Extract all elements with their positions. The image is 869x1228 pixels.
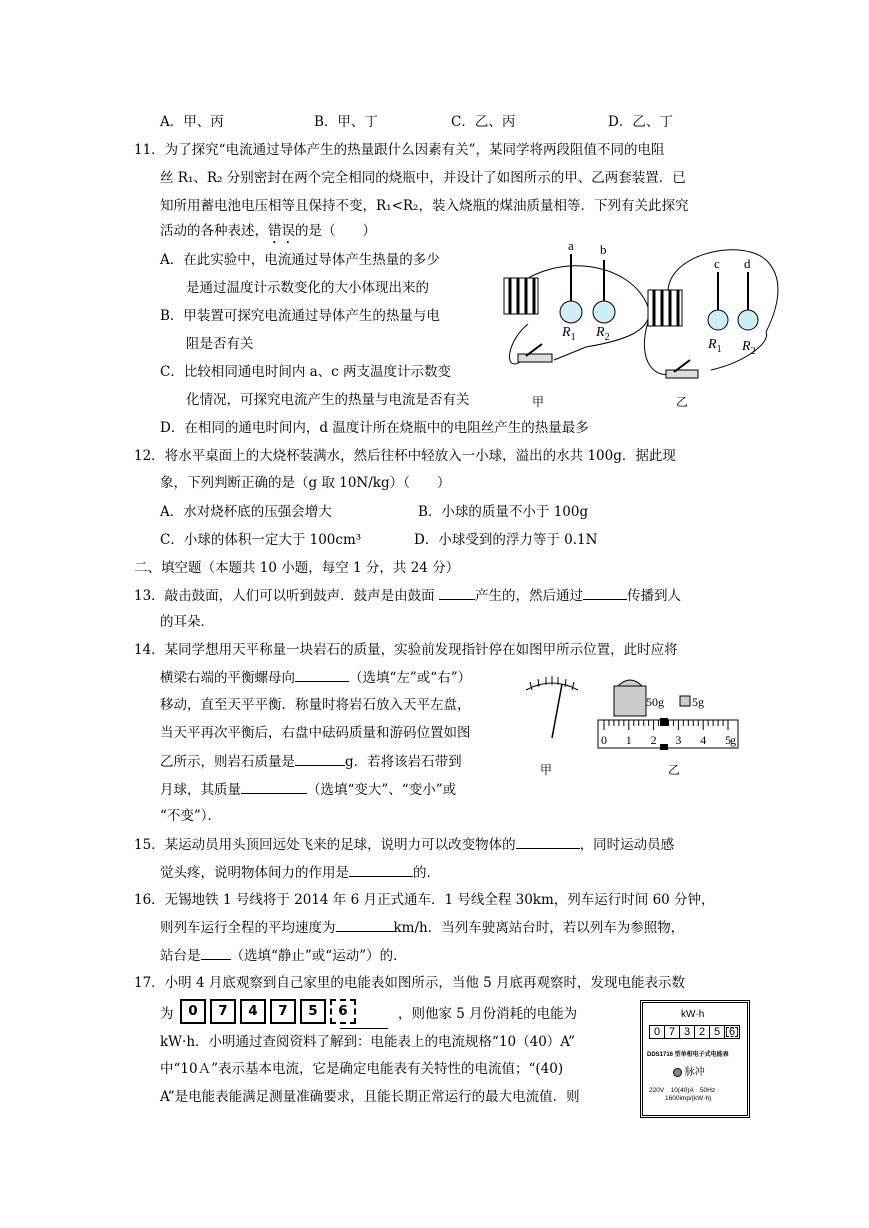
q17-line2-suffix: ，则他家 5 月份消耗的电能为	[398, 1006, 578, 1022]
q12-stem-line1: 12．将水平桌面上的大烧杯装满水，然后往杯中轻放入一小球，溢出的水共 100g．据此现	[134, 448, 676, 464]
q14-blank-2[interactable]	[295, 751, 345, 766]
q15-line1: 15．某运动员用头顶回远处飞来的足球，说明力可以改变物体的 ，同时运动员感	[134, 834, 674, 855]
pulse-indicator-icon	[673, 1068, 682, 1077]
q11-stem-line2: 丝 R₁、R₂ 分别密封在两个完全相同的烧瓶中，并设计了如图所示的甲、乙两套装置．已	[160, 170, 686, 186]
q14-line6: 月球，其质量 （选填“变大”、“变小”或	[160, 779, 456, 800]
electric-meter-figure	[640, 1000, 750, 1118]
pointer-caption: 甲	[540, 763, 553, 777]
jia-switch-icon	[518, 344, 552, 362]
scale-tick-label: 3	[675, 733, 682, 747]
q12-option-a: A．水对烧杯底的压强会增大	[160, 504, 332, 520]
q11-option-a-line2: 是通过温度计示数变化的大小体现出来的	[186, 280, 429, 296]
q10-option-c: C．乙、丙	[451, 114, 516, 130]
q10-option-b: B．甲、丁	[314, 114, 378, 130]
reading-digit: 7	[270, 999, 296, 1024]
q12-stem-line2: 象，下列判断正确的是（g 取 10N/kg）（ ）	[160, 475, 451, 491]
jia-r1-label: $R_1$	[562, 325, 576, 343]
flask-a-icon	[560, 254, 582, 323]
q16-blank-2[interactable]	[201, 945, 231, 960]
q10-option-a: A．甲、丙	[160, 114, 224, 130]
q14-line2: 横梁右端的平衡螺母向 （选填“左”或“右”）	[160, 667, 471, 688]
q11-stem-line1: 11．为了探究“电流通过导体产生的热量跟什么因素有关”，某同学将两段阻值不同的电阻	[134, 142, 665, 158]
q16-line2: 则列车运行全程的平均速度为 km/h．当列车驶离站台时，若以列车为参照物，	[160, 917, 684, 938]
q14-line5: 乙所示，则岩石质量是 g．若将该岩石带到	[160, 751, 462, 772]
yi-caption: 乙	[676, 395, 689, 409]
q14-line3: 移动，直至天平平衡．称量时将岩石放入天平左盘，	[160, 697, 471, 713]
q11-emphasis: 错误	[268, 223, 295, 239]
scale-unit: g	[730, 733, 736, 747]
q14-blank-1[interactable]	[295, 667, 349, 682]
q15-line2: 觉头疼，说明物体间力的作用是 的．	[160, 862, 440, 883]
q12-option-d: D．小球受到的浮力等于 0.1N	[414, 532, 598, 548]
q11-option-c-line2: 化情况，可探究电流产生的热量与电流是否有关	[186, 392, 470, 408]
q11-option-b-line2: 阻是否有关	[186, 336, 254, 352]
weight-5g-label: 5g	[692, 695, 704, 709]
q17-meter-reading	[180, 999, 360, 1024]
q17-line4: 中“10Ａ”表示基本电流，它是确定电能表有关特性的电流值；“(40)	[160, 1061, 564, 1077]
q10-option-d: D．乙、丁	[608, 114, 673, 130]
q13-line2: 的耳朵．	[160, 614, 214, 630]
pointer-scale-icon	[526, 676, 578, 738]
meter-digit-decimal: 6	[725, 1026, 739, 1038]
yi-r1-label: $R_1$	[708, 337, 722, 355]
reading-digit: 0	[180, 999, 206, 1024]
jia-r2-label: $R_2$	[596, 325, 610, 343]
yi-r2-label: $R_2$	[742, 339, 756, 357]
section-fill-in-heading: 二、填空题（本题共 10 小题，每空 1 分，共 24 分）	[134, 560, 460, 576]
q12-option-b: B．小球的质量不小于 100g	[418, 504, 589, 520]
scale-tick-label: 0	[601, 733, 607, 747]
q14-blank-3[interactable]	[241, 779, 307, 794]
q17-line3: kW·h．小明通过查阅资料了解到：电能表上的电流规格“10（40）A”	[160, 1034, 575, 1050]
meter-spec-2: 1600imp/(kW·h)	[665, 1095, 712, 1102]
jia-caption: 甲	[532, 395, 545, 409]
q11-option-d: D．在相同的通电时间内，d 温度计所在烧瓶中的电阻丝产生的热量最多	[160, 420, 589, 436]
label-d: d	[744, 256, 751, 271]
q11-option-c-line1: C．比较相同通电时间内 a、c 两支温度计示数变	[160, 364, 452, 380]
jia-battery-icon	[504, 278, 538, 314]
q13-blank-2[interactable]	[583, 585, 627, 600]
meter-pulse: 脉冲	[673, 1063, 705, 1078]
reading-digit: 4	[240, 999, 266, 1024]
rider-scale-icon	[598, 718, 738, 750]
label-b: b	[600, 242, 607, 257]
meter-digits	[649, 1025, 740, 1039]
q17-blank-1[interactable]	[340, 1014, 388, 1029]
flask-c-icon	[708, 272, 728, 330]
q16-line3: 站台是 （选填“静止”或“运动”）的．	[160, 945, 407, 966]
scale-caption: 乙	[668, 763, 681, 777]
q14-balance-figure	[518, 668, 748, 784]
q17-line5: A”是电能表能满足测量准确要求，且能长期正常运行的最大电流值．则	[160, 1089, 580, 1105]
flask-d-icon	[738, 272, 758, 330]
q15-blank-1[interactable]	[516, 834, 580, 849]
q11-stem-line4: 活动的各种表述，错误的是（ ）	[160, 223, 376, 239]
q11-stem-line3: 知所用蓄电池电压相等且保持不变，R₁<R₂，装入烧瓶的煤油质量相等．下列有关此探究	[160, 198, 689, 214]
yi-switch-icon	[666, 360, 698, 378]
scale-tick-label: 5	[725, 733, 731, 747]
q17-line1: 17．小明 4 月底观察到自己家里的电能表如图所示，当他 5 月底再观察时，发现电能表示数	[134, 975, 686, 991]
q14-line7: “不变”）．	[160, 808, 222, 824]
q11-circuit-figure	[496, 232, 786, 414]
meter-digit: 2	[695, 1026, 710, 1038]
q14-line4: 当天平再次平衡后，右盘中砝码质量和游码位置如图	[160, 725, 471, 741]
q11-option-b-line1: B．甲装置可探究电流通过导体产生的热量与电	[160, 308, 440, 324]
q17-line2-prefix: 为	[160, 1006, 174, 1022]
q16-blank-1[interactable]	[336, 917, 394, 932]
meter-digit: 3	[680, 1026, 695, 1038]
meter-digit: 0	[650, 1026, 665, 1038]
q13-line1: 13．敲击鼓面，人们可以听到鼓声．鼓声是由鼓面 产生的，然后通过 传播到人	[134, 585, 681, 606]
label-c: c	[714, 256, 720, 271]
weight-50g-icon	[614, 680, 646, 716]
weight-50g-label: 50g	[646, 695, 664, 709]
q12-option-c: C．小球的体积一定大于 100cm³	[160, 532, 362, 548]
flask-b-icon	[593, 260, 615, 323]
meter-digit: 5	[710, 1026, 725, 1038]
q13-blank-1[interactable]	[439, 585, 475, 600]
q16-line1: 16．无锡地铁 1 号线将于 2014 年 6 月正式通车．1 号线全程 30km，列车运行时间 60 分钟，	[134, 892, 715, 908]
scale-tick-label: 1	[625, 733, 632, 747]
q11-option-a-line1: A．在此实验中，电流通过导体产生热量的多少	[160, 252, 440, 268]
reading-digit: 7	[210, 999, 236, 1024]
meter-unit: kW·h	[681, 1009, 705, 1020]
meter-digit: 7	[665, 1026, 680, 1038]
yi-battery-icon	[648, 290, 682, 326]
scale-tick-label: 4	[700, 733, 707, 747]
weight-5g-icon	[680, 696, 690, 706]
meter-spec-1: 220V 10(40)A 50Hz	[649, 1087, 716, 1094]
q15-blank-2[interactable]	[349, 862, 413, 877]
reading-digit: 5	[300, 999, 326, 1024]
scale-tick-label: 2	[650, 733, 657, 747]
q14-line1: 14．某同学想用天平称量一块岩石的质量，实验前发现指针停在如图甲所示位置，此时应将	[134, 642, 678, 658]
meter-model: DDS1716 型单相电子式电能表	[647, 1052, 729, 1058]
label-a: a	[568, 238, 574, 253]
reading-digit-decimal: 6	[330, 999, 356, 1024]
